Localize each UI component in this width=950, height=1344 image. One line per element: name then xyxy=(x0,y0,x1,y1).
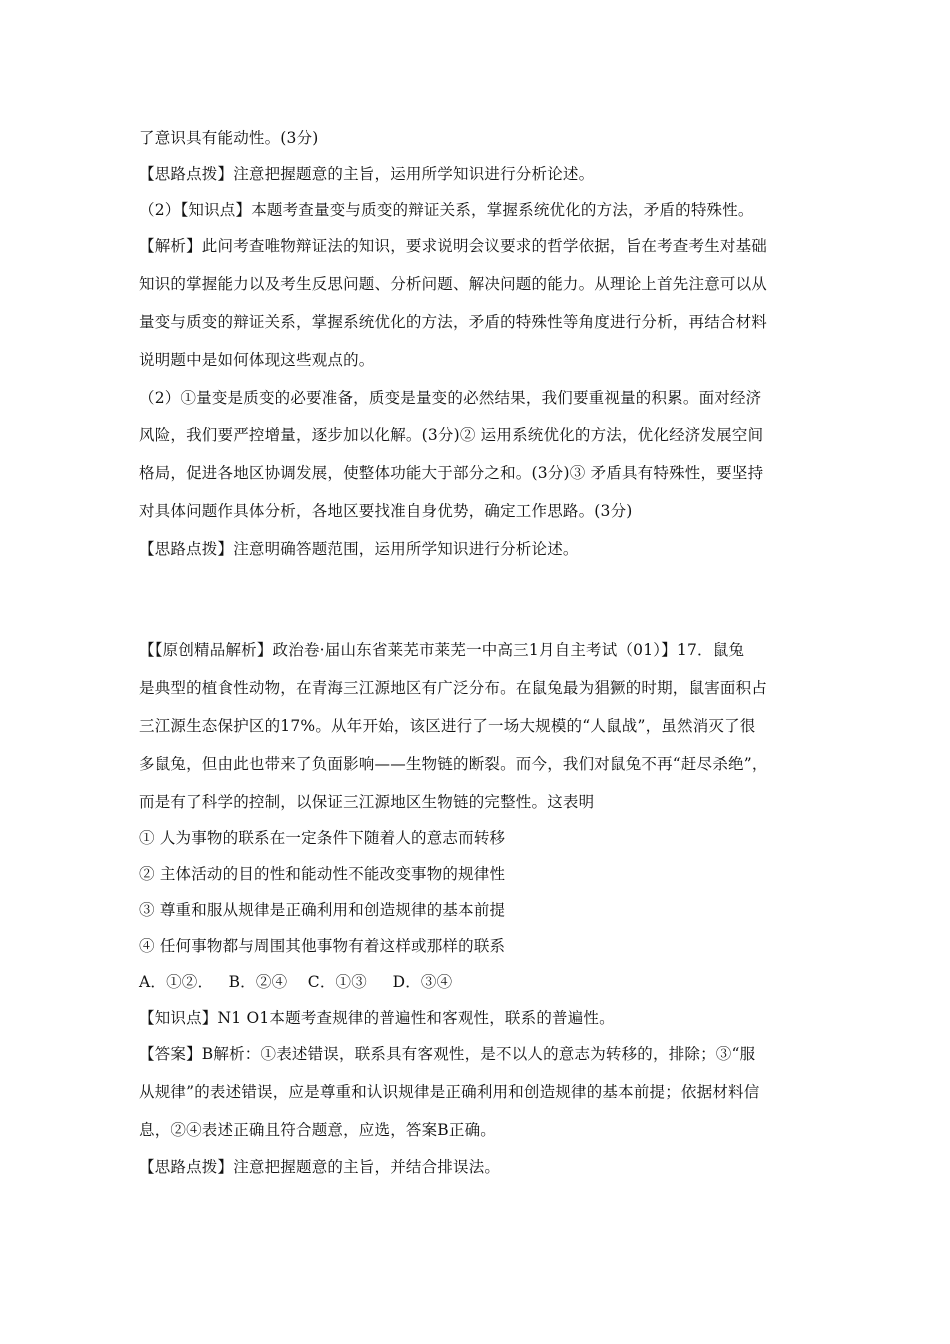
text-line: 【解析】此问考查唯物辩证法的知识，要求说明会议要求的哲学依据，旨在考查考生对基础 xyxy=(139,237,768,255)
text-line: 【知识点】N1 O1本题考查规律的普遍性和客观性，联系的普遍性。 xyxy=(139,1009,615,1027)
text-line: 多鼠兔，但由此也带来了负面影响——生物链的断裂。而今，我们对鼠兔不再“赶尽杀绝”， xyxy=(139,755,768,773)
text-line: 知识的掌握能力以及考生反思问题、分析问题、解决问题的能力。从理论上首先注意可以从 xyxy=(139,275,768,293)
text-line: 【思路点拨】注意把握题意的主旨，运用所学知识进行分析论述。 xyxy=(139,165,595,183)
text-line: 从规律”的表述错误，应是尊重和认识规律是正确利用和创造规律的基本前提；依据材料信 xyxy=(139,1083,760,1101)
text-line: 风险，我们要严控增量，逐步加以化解。(3分)② 运用系统优化的方法，优化经济发展空间 xyxy=(139,426,764,444)
text-line: 是典型的植食性动物，在青海三江源地区有广泛分布。在鼠兔最为猖獗的时期，鼠害面积占 xyxy=(139,679,768,697)
text-line: 【思路点拨】注意明确答题范围，运用所学知识进行分析论述。 xyxy=(139,540,579,558)
text-line: 【思路点拨】注意把握题意的主旨，并结合排误法。 xyxy=(139,1158,501,1176)
text-line: 了意识具有能动性。(3分) xyxy=(139,129,319,147)
text-line: 息，②④表述正确且符合题意，应选，答案B正确。 xyxy=(139,1121,496,1139)
text-line: 【答案】B解析：①表述错误，联系具有客观性，是不以人的意志为转移的，排除；③“服 xyxy=(139,1045,756,1063)
text-line: 【【原创精品解析】政治卷·届山东省莱芜市莱芜一中高三1月自主考试（01）】17．鼠兔 xyxy=(139,641,745,659)
text-line: ④ 任何事物都与周围其他事物有着这样或那样的联系 xyxy=(139,937,506,955)
text-line: ② 主体活动的目的性和能动性不能改变事物的规律性 xyxy=(139,865,506,883)
text-line: （2）①量变是质变的必要准备，质变是量变的必然结果，我们要重视量的积累。面对经济 xyxy=(139,389,762,407)
text-line: 格局，促进各地区协调发展，使整体功能大于部分之和。(3分)③ 矛盾具有特殊性，要坚持 xyxy=(139,464,764,482)
text-line: 对具体问题作具体分析，各地区要找准自身优势，确定工作思路。(3分) xyxy=(139,502,633,520)
text-line: 量变与质变的辩证关系，掌握系统优化的方法，矛盾的特殊性等角度进行分析，再结合材料 xyxy=(139,313,768,331)
text-line: 三江源生态保护区的17%。从年开始，该区进行了一场大规模的“人鼠战”，虽然消灭了很 xyxy=(139,717,756,735)
answer-options: A．①②． B．②④ C．①③ D．③④ xyxy=(139,973,453,991)
text-line: 而是有了科学的控制，以保证三江源地区生物链的完整性。这表明 xyxy=(139,793,595,811)
text-line: 说明题中是如何体现这些观点的。 xyxy=(139,351,375,369)
text-line: ① 人为事物的联系在一定条件下随着人的意志而转移 xyxy=(139,829,506,847)
text-line: （2）【知识点】本题考查量变与质变的辩证关系，掌握系统优化的方法，矛盾的特殊性。 xyxy=(139,201,754,219)
text-line: ③ 尊重和服从规律是正确利用和创造规律的基本前提 xyxy=(139,901,506,919)
